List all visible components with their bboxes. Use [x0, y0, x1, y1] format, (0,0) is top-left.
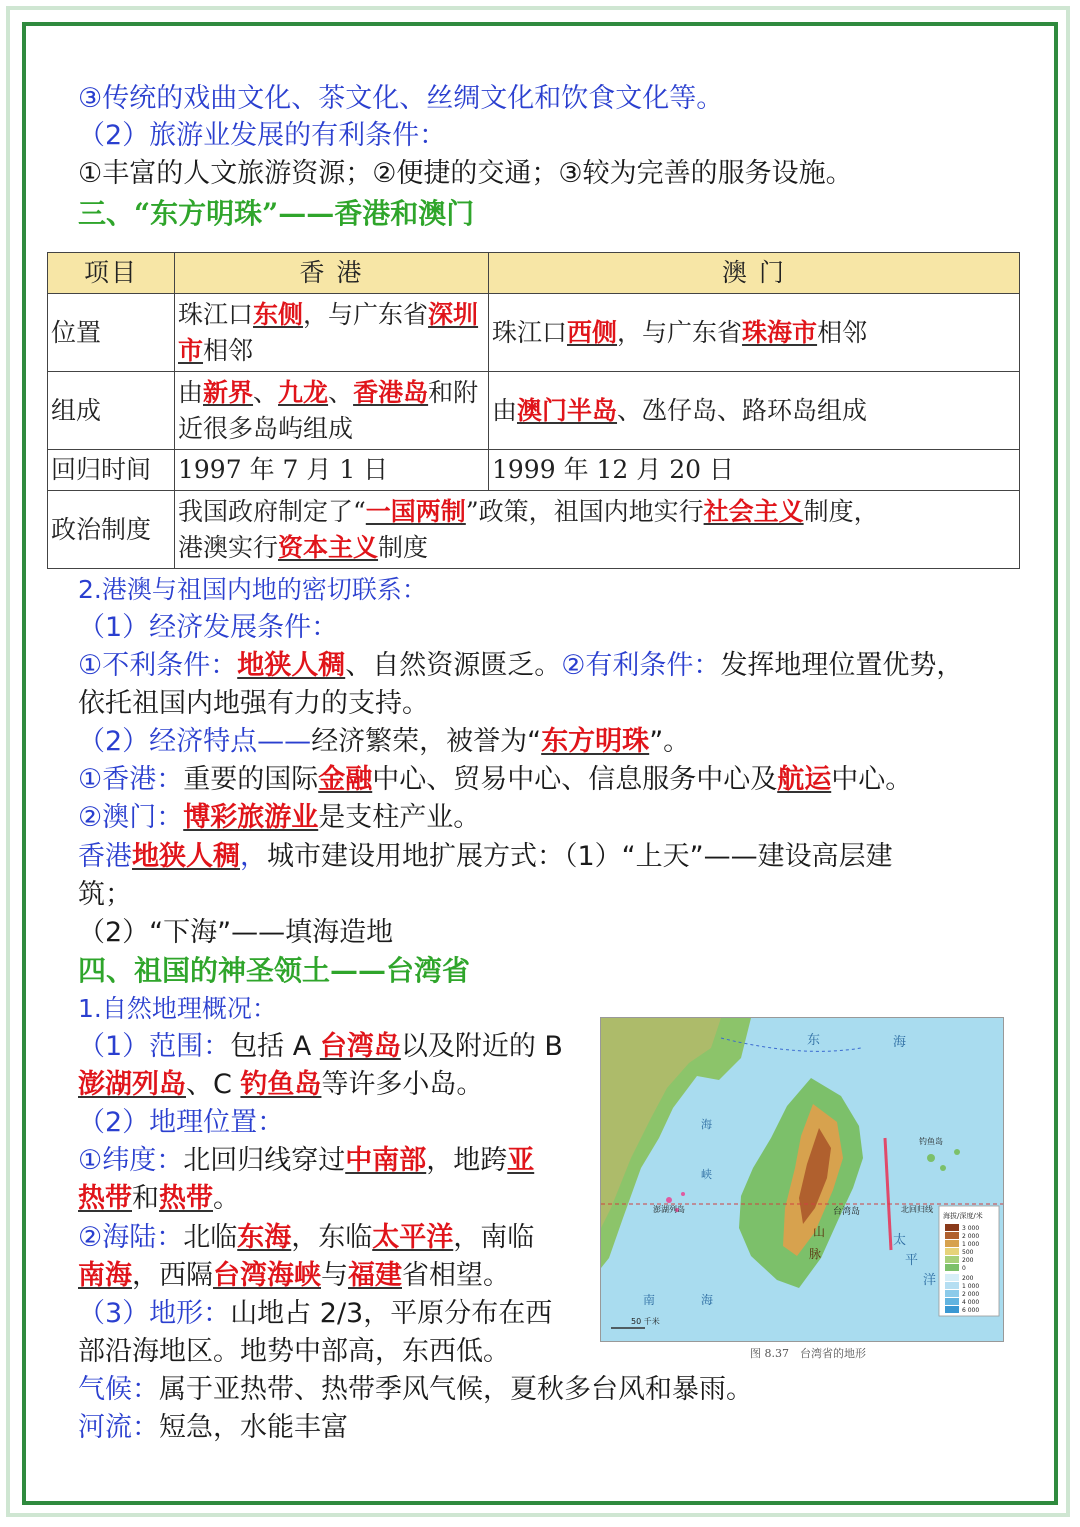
politics-body [175, 491, 1020, 569]
map-label: 海 [893, 1035, 907, 1050]
row-label-return: 回归时间 [48, 450, 175, 491]
legend-value: 6 000 [962, 1307, 980, 1314]
key-term: 东侧 [253, 299, 304, 329]
legend-value: 1 000 [962, 1241, 980, 1248]
key-term: 地狭人稠 [237, 650, 346, 681]
links-mo [78, 799, 480, 837]
hk-macao-table [47, 252, 1020, 569]
key-term: 地狭人稠 [132, 841, 240, 872]
hk-return-date: 1997 年 7 月 1 日 [175, 450, 489, 491]
text: 由 [492, 395, 518, 425]
links-hk [78, 761, 912, 799]
legend-value: 200 [962, 1257, 974, 1264]
map-label: 海 [701, 1118, 712, 1131]
taiwan-climate [78, 1371, 753, 1409]
mo-return-date: 1999 年 12 月 20 日 [489, 450, 1020, 491]
legend-value: 4 000 [962, 1299, 980, 1306]
text: 山地占 2/3，平原分布在西 [230, 1298, 553, 1329]
key-term: 东方明珠 [541, 726, 650, 757]
links-features [78, 723, 690, 761]
taiwan-terrain [78, 1295, 552, 1333]
text: 发挥地理位置优势， [720, 650, 964, 681]
links-land [78, 838, 893, 876]
links-land-cont: 筑； [78, 879, 132, 910]
text: ②澳门： [78, 802, 184, 833]
map-legend-title: 海拔/深度/米 [943, 1212, 983, 1220]
text: 珠江口 [178, 299, 254, 329]
key-term: 澎湖列岛 [78, 1069, 186, 1100]
taiwan-title: 1.自然地理概况： [78, 994, 277, 1023]
text: 香港 [78, 841, 132, 872]
key-term: 亚 [507, 1145, 535, 1176]
text: 属于亚热带、热带季风气候，夏秋多台风和暴雨。 [159, 1374, 753, 1405]
text: 河流： [78, 1412, 159, 1443]
map-label: 海 [701, 1293, 714, 1307]
map-label: 东 [807, 1033, 821, 1048]
text: 制度 [378, 532, 429, 562]
map-label: 北回归线 [901, 1205, 933, 1214]
hk-location [175, 294, 489, 372]
text: （3）地形： [78, 1298, 231, 1329]
section-3-title: 三、“东方明珠”——香港和澳门 [78, 197, 475, 230]
key-term: 深圳市 [178, 299, 479, 365]
text: （1）范围： [78, 1031, 231, 1062]
key-term: 南海 [78, 1260, 132, 1291]
legend-value: 2 000 [962, 1233, 980, 1240]
legend-value: 200 [962, 1275, 974, 1282]
text: 北临 [183, 1222, 238, 1253]
text: 与 [321, 1260, 348, 1291]
key-term: 新界 [203, 377, 254, 407]
mo-composition [489, 372, 1020, 450]
text: ①纬度： [78, 1145, 184, 1176]
table-header-item: 项目 [48, 253, 175, 294]
taiwan-latitude-cont [78, 1180, 240, 1218]
key-term: 热带 [159, 1183, 213, 1214]
links-conditions-cont: 依托祖国内地强有力的支持。 [78, 688, 429, 719]
taiwan-terrain-cont: 部沿海地区。地势中部高，东西低。 [78, 1336, 510, 1367]
key-term: 金融 [318, 764, 373, 795]
taiwan-map-svg [601, 1018, 1003, 1341]
key-term: 资本主义 [278, 532, 379, 562]
row-label-politics: 政治制度 [48, 491, 175, 569]
map-label: 台湾岛 [833, 1207, 861, 1217]
text: 北回归线穿过 [183, 1145, 346, 1176]
key-term: 一国两制 [365, 496, 466, 526]
key-term: 中南部 [345, 1145, 427, 1176]
section-4-title: 四、祖国的神圣领土——台湾省 [78, 954, 471, 987]
text: 制度， [803, 496, 879, 526]
table-row [48, 294, 1020, 372]
legend-value: 1 000 [962, 1283, 980, 1290]
text: 、氹仔岛、路环岛组成 [617, 395, 868, 425]
hk-composition [175, 372, 489, 450]
text: 、 [328, 377, 354, 407]
text: ，东临 [291, 1222, 373, 1253]
text: 气候： [78, 1374, 159, 1405]
map-scale: 50 千米 [631, 1317, 660, 1326]
text: 重要的国际 [183, 764, 319, 795]
text: 、C [186, 1069, 241, 1100]
text: ”。 [649, 726, 691, 757]
taiwan-latitude [78, 1142, 534, 1180]
text: （2）经济特点—— [78, 726, 312, 757]
text: ，与广东省 [303, 299, 429, 329]
links-title: 2.港澳与祖国内地的密切联系： [78, 575, 427, 604]
map-caption: 图 8.37 台湾省的地形 [750, 1347, 866, 1360]
text: 相邻 [203, 335, 254, 365]
text: 由 [178, 377, 204, 407]
map-label: 澎湖列岛 [653, 1205, 685, 1214]
text: ， [240, 841, 267, 872]
text: ，西隔 [132, 1260, 213, 1291]
text: 。 [213, 1183, 240, 1214]
table-row [48, 450, 1020, 491]
text: 城市建设用地扩展方式：（1）“上天”——建设高层建 [267, 841, 893, 872]
table-header-mo: 澳 门 [489, 253, 1020, 294]
text: ，南临 [453, 1222, 535, 1253]
legend-value: 2 000 [962, 1291, 980, 1298]
links-land-sea: （2）“下海”——填海造地 [78, 917, 394, 948]
text: 是支柱产业。 [318, 802, 481, 833]
taiwan-scope-cont [78, 1066, 483, 1104]
key-term: 台湾海峡 [213, 1260, 321, 1291]
text: 短急，水能丰富 [159, 1412, 348, 1443]
legend-value: 3 000 [962, 1225, 980, 1232]
text: ，与广东省 [617, 317, 743, 347]
links-sub1: （1）经济发展条件： [78, 612, 339, 643]
legend-value: 500 [962, 1249, 974, 1256]
text: 以及附近的 B [400, 1031, 563, 1062]
text: 和 [132, 1183, 159, 1214]
map-label: 山 [813, 1225, 826, 1239]
legend-value: 0 [962, 1265, 966, 1272]
taiwan-rivers [78, 1409, 348, 1447]
table-row [48, 372, 1020, 450]
text: 港澳实行 [178, 532, 279, 562]
text: 省相望。 [402, 1260, 510, 1291]
table-header-hk: 香 港 [175, 253, 489, 294]
tourism-conditions-title: （2）旅游业发展的有利条件： [78, 120, 447, 151]
table-header-row [48, 253, 1020, 294]
text: ①不利条件： [78, 650, 238, 681]
links-conditions [78, 647, 963, 685]
taiwan-location-title: （2）地理位置： [78, 1107, 285, 1138]
map-label: 钓鱼岛 [919, 1137, 943, 1146]
text: ，地跨 [426, 1145, 508, 1176]
key-term: 博彩旅游业 [183, 802, 319, 833]
text: ①香港： [78, 764, 184, 795]
text: 中心、贸易中心、信息服务中心及 [372, 764, 778, 795]
row-label-location: 位置 [48, 294, 175, 372]
key-term: 航运 [777, 764, 832, 795]
row-label-composition: 组成 [48, 372, 175, 450]
text: 中心。 [831, 764, 913, 795]
key-term: 福建 [348, 1260, 402, 1291]
map-label: 洋 [923, 1273, 937, 1288]
table-row [48, 491, 1020, 569]
key-term: 钓鱼岛 [240, 1069, 322, 1100]
key-term: 太平洋 [372, 1222, 454, 1253]
key-term: 珠海市 [742, 317, 818, 347]
text: 、自然资源匮乏。 [345, 650, 562, 681]
text: ②海陆： [78, 1222, 184, 1253]
text: 和附近很多岛屿组成 [178, 377, 479, 443]
key-term: 东海 [237, 1222, 292, 1253]
mo-location [489, 294, 1020, 372]
text: 包括 A [230, 1031, 320, 1062]
culture-item-3: ③传统的戏曲文化、茶文化、丝绸文化和饮食文化等。 [78, 83, 724, 114]
key-term: 热带 [78, 1183, 132, 1214]
text: 等许多小岛。 [321, 1069, 484, 1100]
map-label: 太 [893, 1233, 907, 1248]
text: 我国政府制定了“ [178, 496, 366, 526]
text: 珠江口 [492, 317, 568, 347]
key-term: 九龙 [278, 377, 329, 407]
text: 经济繁荣，被誉为“ [311, 726, 542, 757]
tourism-conditions-body: ①丰富的人文旅游资源；②便捷的交通；③较为完善的服务设施。 [78, 158, 853, 189]
map-label: 南 [643, 1293, 656, 1307]
key-term: 澳门半岛 [517, 395, 618, 425]
text: 、 [253, 377, 279, 407]
taiwan-sea-land-cont [78, 1257, 510, 1295]
taiwan-sea-land [78, 1219, 534, 1257]
text: ”政策，祖国内地实行 [465, 496, 704, 526]
key-term: 社会主义 [703, 496, 804, 526]
map-label: 平 [905, 1253, 919, 1268]
key-term: 香港岛 [353, 377, 429, 407]
map-label: 脉 [809, 1247, 822, 1261]
taiwan-scope [78, 1028, 563, 1066]
text: ②有利条件： [561, 650, 721, 681]
text: 相邻 [817, 317, 868, 347]
map-label: 峡 [701, 1168, 712, 1181]
key-term: 台湾岛 [319, 1031, 401, 1062]
key-term: 西侧 [567, 317, 618, 347]
taiwan-terrain-map [600, 1017, 1004, 1342]
